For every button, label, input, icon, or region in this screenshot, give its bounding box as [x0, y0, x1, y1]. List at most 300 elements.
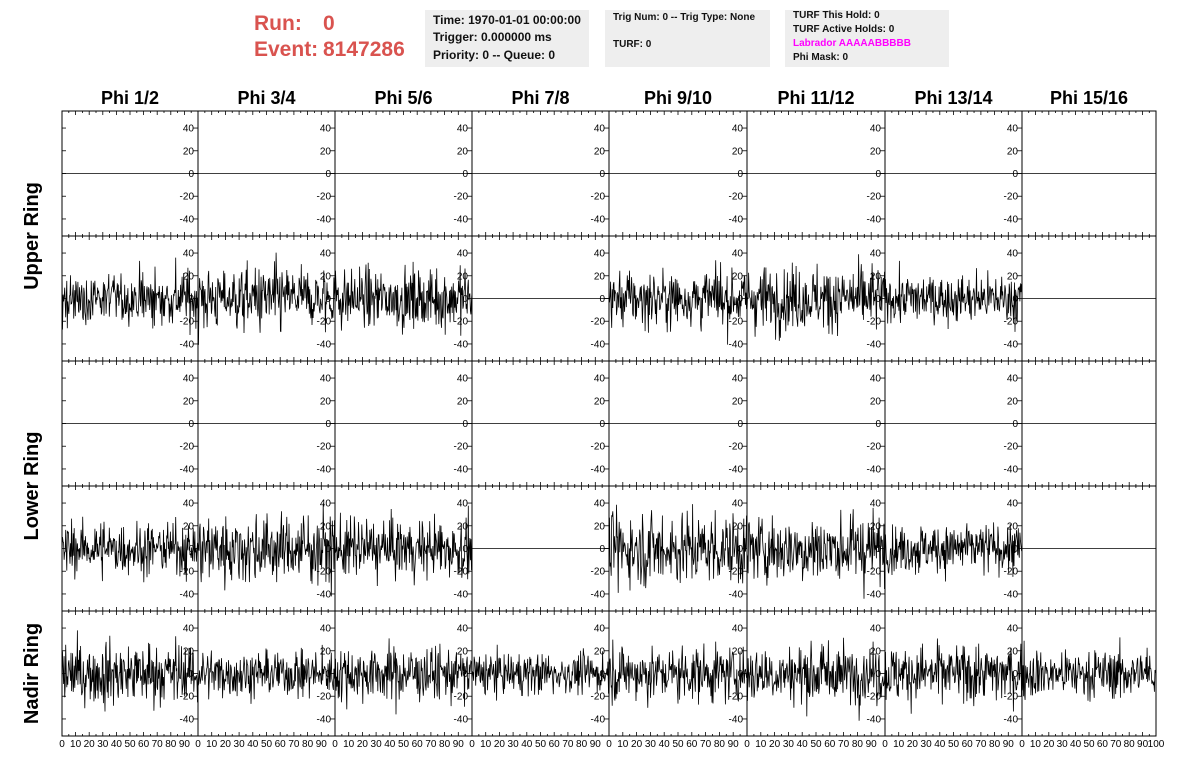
run-value-text: 0: [323, 12, 335, 35]
y-tick-label: -20: [728, 316, 743, 328]
phi-column-title: Phi 15/16: [1049, 88, 1129, 108]
y-tick-label: 20: [731, 146, 743, 158]
y-tick-label: 40: [593, 123, 605, 135]
x-tick-label: 0: [1019, 739, 1025, 750]
y-tick-label: 20: [182, 396, 194, 408]
x-tick-label: 40: [658, 739, 670, 750]
x-tick-label: 10: [480, 739, 492, 750]
waveform-panel: [62, 111, 198, 236]
y-tick-label: 20: [593, 646, 605, 658]
run-label-text: Run:: [254, 12, 302, 35]
y-tick-label: -20: [1003, 316, 1018, 328]
y-tick-label: -20: [590, 316, 605, 328]
waveform-panel: [1022, 236, 1156, 361]
y-tick-label: -20: [866, 191, 881, 203]
y-tick-label: 40: [182, 623, 194, 635]
x-tick-label: 50: [534, 739, 547, 750]
x-tick-label: 30: [782, 739, 794, 750]
y-tick-label: 0: [875, 544, 881, 555]
x-tick-label: 90: [727, 739, 739, 750]
x-tick-label: 50: [672, 739, 684, 750]
y-tick-label: -20: [590, 191, 605, 203]
y-tick-label: -40: [179, 339, 194, 351]
x-tick-label: 0: [469, 739, 475, 750]
waveform-panel: [885, 236, 1022, 361]
y-tick-label: 20: [456, 271, 468, 283]
y-tick-label: 20: [869, 521, 881, 533]
x-tick-label: 40: [796, 739, 808, 750]
waveform-trace: [335, 638, 472, 714]
phi-column-title: Phi 7/8: [511, 88, 570, 108]
y-tick-label: 20: [319, 271, 331, 283]
waveform-trace: [609, 504, 747, 593]
waveform-panel: [747, 361, 885, 486]
x-tick-label: 0: [59, 739, 65, 750]
y-tick-label: 20: [1006, 146, 1018, 158]
trigger-text: Trigger: 0.000000 ms: [433, 30, 552, 44]
x-tick-label: 60: [548, 739, 560, 750]
y-tick-label: 20: [593, 521, 605, 533]
y-tick-label: -20: [316, 441, 331, 453]
y-tick-label: 0: [462, 669, 468, 680]
y-tick-label: 20: [869, 271, 881, 283]
y-tick-label: 20: [593, 146, 605, 158]
y-tick-label: 0: [325, 169, 331, 180]
waveform-panel: [62, 361, 198, 486]
y-tick-label: -40: [316, 214, 331, 226]
y-tick-label: 20: [869, 146, 881, 158]
y-tick-label: -20: [590, 566, 605, 578]
y-tick-label: -20: [1003, 691, 1018, 703]
x-tick-label: 0: [744, 739, 750, 750]
y-tick-label: 40: [456, 123, 468, 135]
y-tick-label: 20: [1006, 521, 1018, 533]
y-tick-label: 40: [731, 248, 743, 260]
x-tick-label: 60: [961, 739, 973, 750]
waveform-panel: [609, 611, 747, 736]
waveform-panel: [472, 361, 609, 486]
x-tick-label: 50: [397, 739, 410, 750]
y-tick-label: 40: [456, 623, 468, 635]
x-tick-label: 40: [934, 739, 946, 750]
y-tick-label: -40: [728, 464, 743, 476]
y-tick-label: -20: [453, 441, 468, 453]
x-tick-label: 90: [315, 739, 327, 750]
x-tick-label: 10: [755, 739, 767, 750]
waveform-trace: [198, 503, 335, 596]
x-tick-label: 30: [233, 739, 245, 750]
x-tick-label: 70: [151, 739, 163, 750]
y-tick-label: 0: [462, 419, 468, 430]
x-tick-label: 20: [906, 739, 918, 750]
waveform-trace: [1022, 637, 1156, 701]
y-tick-label: 40: [593, 623, 605, 635]
y-tick-label: 0: [325, 544, 331, 555]
y-tick-label: 40: [869, 248, 881, 260]
y-tick-label: -20: [316, 191, 331, 203]
y-tick-label: 40: [182, 123, 194, 135]
y-tick-label: 20: [456, 521, 468, 533]
y-tick-label: 0: [188, 544, 194, 555]
y-tick-label: -20: [728, 691, 743, 703]
y-tick-label: 40: [319, 623, 331, 635]
x-tick-label: 10: [206, 739, 218, 750]
y-tick-label: 20: [869, 646, 881, 658]
x-tick-label: 80: [165, 739, 177, 750]
y-tick-label: 0: [462, 169, 468, 180]
x-tick-label: 60: [411, 739, 423, 750]
y-tick-label: 0: [1012, 669, 1018, 680]
waveform-trace: [885, 522, 1022, 581]
waveform-panel: [198, 611, 335, 736]
x-tick-label: 50: [947, 739, 960, 750]
y-tick-label: -20: [866, 316, 881, 328]
y-tick-label: 40: [319, 373, 331, 385]
y-tick-label: 20: [593, 396, 605, 408]
y-tick-label: 40: [869, 373, 881, 385]
waveform-panel: [747, 486, 885, 611]
waveform-panel: [885, 361, 1022, 486]
x-tick-label: 30: [920, 739, 932, 750]
y-tick-label: 0: [737, 169, 743, 180]
waveform-panel: [198, 361, 335, 486]
waveform-panel: [62, 236, 198, 361]
y-tick-label: -40: [179, 464, 194, 476]
y-tick-label: -40: [590, 214, 605, 226]
waveform-panel: [609, 486, 747, 611]
phi-column-title: Phi 11/12: [777, 88, 855, 108]
waveform-panel: [885, 111, 1022, 236]
x-tick-label: 10: [343, 739, 355, 750]
y-tick-label: -20: [866, 566, 881, 578]
y-tick-label: -40: [316, 339, 331, 351]
y-tick-label: 40: [731, 123, 743, 135]
y-tick-label: -40: [728, 214, 743, 226]
y-tick-label: -20: [316, 691, 331, 703]
y-tick-label: 0: [599, 169, 605, 180]
x-tick-label: 80: [302, 739, 314, 750]
x-tick-label: 70: [562, 739, 574, 750]
phi-column-title: Phi 5/6: [374, 88, 433, 108]
x-tick-label: 0: [195, 739, 201, 750]
y-tick-label: 0: [188, 419, 194, 430]
y-tick-label: -20: [179, 441, 194, 453]
y-tick-label: -40: [590, 589, 605, 601]
x-tick-label: 60: [138, 739, 150, 750]
waveform-panel: [885, 486, 1022, 611]
y-tick-label: 0: [325, 669, 331, 680]
time-text: Time: 1970-01-01 00:00:00: [433, 13, 581, 27]
y-tick-label: 40: [1006, 123, 1018, 135]
y-tick-label: -40: [590, 464, 605, 476]
phi-mask-text: Phi Mask: 0: [793, 52, 849, 63]
y-tick-label: -20: [179, 191, 194, 203]
y-tick-label: 0: [875, 294, 881, 305]
waveform-panel: [747, 111, 885, 236]
x-tick-label: 50: [260, 739, 273, 750]
y-tick-label: 20: [456, 146, 468, 158]
x-tick-label: 40: [384, 739, 396, 750]
y-tick-label: 0: [1012, 294, 1018, 305]
y-tick-label: 40: [1006, 373, 1018, 385]
y-tick-label: -40: [590, 339, 605, 351]
waveform-trace: [747, 254, 885, 341]
y-tick-label: -20: [1003, 441, 1018, 453]
x-tick-label: 40: [110, 739, 122, 750]
y-tick-label: 0: [599, 669, 605, 680]
y-tick-label: 20: [731, 396, 743, 408]
waveform-panel: [885, 611, 1022, 736]
waveform-panel: [472, 111, 609, 236]
x-tick-label: 40: [521, 739, 533, 750]
y-tick-label: -20: [866, 691, 881, 703]
waveform-panel: [198, 486, 335, 611]
y-tick-label: 0: [599, 544, 605, 555]
x-tick-label: 80: [576, 739, 588, 750]
waveform-panel: [1022, 486, 1156, 611]
waveform-trace: [335, 506, 472, 586]
waveform-panel: [1022, 361, 1156, 486]
event-label-text: Event:: [254, 38, 319, 61]
y-tick-label: -40: [590, 714, 605, 726]
waveform-panel: [198, 236, 335, 361]
y-tick-label: 40: [319, 498, 331, 510]
waveform-trace: [62, 258, 198, 335]
waveform-trace: [747, 638, 885, 721]
y-tick-label: 40: [456, 248, 468, 260]
phi-column-title: Phi 1/2: [100, 88, 160, 108]
y-tick-label: -20: [453, 191, 468, 203]
y-tick-label: -20: [179, 691, 194, 703]
waveform-trace: [609, 260, 747, 344]
x-tick-label: 60: [686, 739, 698, 750]
x-tick-label: 20: [493, 739, 505, 750]
waveform-panel: [335, 611, 472, 736]
x-tick-label: 20: [83, 739, 95, 750]
y-tick-label: 20: [1006, 396, 1018, 408]
x-tick-label: 20: [769, 739, 781, 750]
y-tick-label: 40: [319, 123, 331, 135]
y-tick-label: 0: [325, 294, 331, 305]
waveform-panel: [609, 111, 747, 236]
x-tick-label: 70: [1110, 739, 1122, 750]
y-tick-label: -40: [1003, 589, 1018, 601]
y-tick-label: 40: [182, 373, 194, 385]
y-tick-label: -20: [866, 441, 881, 453]
y-tick-label: -20: [590, 691, 605, 703]
x-tick-label: 60: [274, 739, 286, 750]
y-tick-label: 20: [319, 396, 331, 408]
y-tick-label: 0: [737, 294, 743, 305]
y-tick-label: -20: [1003, 191, 1018, 203]
x-tick-label: 90: [452, 739, 464, 750]
ring-label: Lower Ring: [21, 431, 43, 541]
y-tick-label: 40: [1006, 498, 1018, 510]
y-tick-label: 20: [182, 271, 194, 283]
waveform-panel: [609, 236, 747, 361]
y-tick-label: 40: [731, 623, 743, 635]
x-tick-label: 10: [70, 739, 82, 750]
y-tick-label: -40: [453, 339, 468, 351]
x-tick-label: 50: [810, 739, 822, 750]
y-tick-label: -40: [866, 589, 881, 601]
x-tick-label: 0: [606, 739, 612, 750]
x-tick-label: 90: [178, 739, 190, 750]
waveform-trace: [335, 262, 472, 336]
labrador-text: Labrador AAAAABBBBB: [793, 38, 911, 49]
y-tick-label: 20: [731, 271, 743, 283]
x-tick-label: 60: [1096, 739, 1108, 750]
y-tick-label: 0: [737, 419, 743, 430]
y-tick-label: -40: [728, 589, 743, 601]
y-tick-label: -20: [453, 566, 468, 578]
x-tick-label: 80: [989, 739, 1001, 750]
y-tick-label: -20: [316, 566, 331, 578]
y-tick-label: 40: [319, 248, 331, 260]
y-tick-label: 20: [456, 646, 468, 658]
x-tick-label: 60: [824, 739, 836, 750]
y-tick-label: 40: [869, 123, 881, 135]
x-tick-label: 10: [893, 739, 905, 750]
y-tick-label: 40: [182, 498, 194, 510]
y-tick-label: -40: [179, 714, 194, 726]
x-tick-label: 90: [865, 739, 877, 750]
x-tick-label: 30: [507, 739, 519, 750]
phi-column-title: Phi 13/14: [914, 88, 993, 108]
waveform-panel: [335, 361, 472, 486]
x-tick-label: 80: [1123, 739, 1135, 750]
y-tick-label: 0: [1012, 169, 1018, 180]
waveform-panel: [198, 111, 335, 236]
y-tick-label: 0: [737, 544, 743, 555]
y-tick-label: -40: [316, 589, 331, 601]
x-tick-label: 70: [288, 739, 300, 750]
y-tick-label: 0: [737, 669, 743, 680]
y-tick-label: -40: [866, 214, 881, 226]
x-tick-label: 70: [425, 739, 437, 750]
ring-label: Nadir Ring: [21, 622, 43, 725]
y-tick-label: 40: [593, 498, 605, 510]
y-tick-label: 20: [869, 396, 881, 408]
x-tick-label: 30: [97, 739, 109, 750]
y-tick-label: -20: [728, 441, 743, 453]
y-tick-label: 0: [462, 294, 468, 305]
y-tick-label: 0: [599, 419, 605, 430]
waveform-panel: [62, 486, 198, 611]
y-tick-label: -20: [453, 691, 468, 703]
y-tick-label: -20: [179, 566, 194, 578]
y-tick-label: 20: [319, 521, 331, 533]
y-tick-label: -40: [866, 714, 881, 726]
y-tick-label: 0: [875, 169, 881, 180]
y-tick-label: 20: [456, 396, 468, 408]
x-tick-label: 20: [219, 739, 231, 750]
x-tick-label: 40: [1070, 739, 1082, 750]
y-tick-label: 40: [182, 248, 194, 260]
panel-frame: [198, 236, 335, 361]
y-tick-label: 40: [731, 373, 743, 385]
y-tick-label: 40: [456, 498, 468, 510]
trig-num-text: Trig Num: 0 -- Trig Type: None: [613, 12, 756, 23]
waveform-panel: [335, 486, 472, 611]
y-tick-label: 20: [593, 271, 605, 283]
x-tick-label: 30: [644, 739, 656, 750]
y-tick-label: -40: [1003, 339, 1018, 351]
x-tick-label: 20: [356, 739, 368, 750]
waveform-panel: [335, 111, 472, 236]
y-tick-label: 20: [182, 521, 194, 533]
waveform-trace: [747, 508, 885, 599]
x-tick-label: 80: [713, 739, 725, 750]
y-tick-label: 40: [869, 623, 881, 635]
x-tick-label: 90: [1137, 739, 1149, 750]
y-tick-label: 40: [593, 373, 605, 385]
turf-this-hold-text: TURF This Hold: 0: [793, 10, 880, 21]
waveform-trace: [62, 517, 198, 583]
y-tick-label: -40: [453, 589, 468, 601]
y-tick-label: -40: [316, 464, 331, 476]
x-tick-label: 80: [439, 739, 451, 750]
y-tick-label: 20: [1006, 646, 1018, 658]
ring-label: Upper Ring: [21, 182, 43, 290]
y-tick-label: -40: [1003, 214, 1018, 226]
waveform-trace: [472, 645, 609, 701]
waveform-panel: [609, 361, 747, 486]
waveform-panel: [62, 611, 198, 736]
waveform-trace: [62, 630, 198, 711]
waveform-panel: [747, 611, 885, 736]
waveform-trace: [609, 640, 747, 708]
y-tick-label: 20: [182, 146, 194, 158]
y-tick-label: -40: [728, 714, 743, 726]
y-tick-label: 40: [1006, 248, 1018, 260]
y-tick-label: 40: [869, 498, 881, 510]
y-tick-label: 20: [731, 521, 743, 533]
x-tick-label: 20: [631, 739, 643, 750]
y-tick-label: 20: [731, 646, 743, 658]
x-tick-label: 0: [882, 739, 888, 750]
event-value-text: 8147286: [323, 38, 405, 61]
x-tick-label: 90: [589, 739, 601, 750]
y-tick-label: 0: [325, 419, 331, 430]
y-tick-label: -40: [1003, 464, 1018, 476]
x-tick-label: 70: [838, 739, 850, 750]
x-tick-label: 100: [1147, 739, 1165, 750]
x-tick-label: 0: [332, 739, 338, 750]
x-tick-label: 30: [370, 739, 382, 750]
x-tick-label: 30: [1056, 739, 1068, 750]
waveform-panel: [335, 236, 472, 361]
y-tick-label: 40: [731, 498, 743, 510]
y-tick-label: 20: [319, 146, 331, 158]
y-tick-label: 0: [875, 669, 881, 680]
y-tick-label: 0: [875, 419, 881, 430]
turf-text: TURF: 0: [613, 39, 652, 50]
x-tick-label: 70: [700, 739, 712, 750]
waveform-panel: [472, 611, 609, 736]
x-tick-label: 40: [247, 739, 259, 750]
y-tick-label: 0: [1012, 544, 1018, 555]
phi-column-title: Phi 9/10: [643, 88, 713, 108]
waveform-panel: [1022, 611, 1156, 736]
y-tick-label: 0: [188, 294, 194, 305]
priority-text: Priority: 0 -- Queue: 0: [433, 48, 556, 62]
y-tick-label: -40: [316, 714, 331, 726]
y-tick-label: 20: [182, 646, 194, 658]
y-tick-label: -20: [1003, 566, 1018, 578]
x-tick-label: 80: [851, 739, 863, 750]
y-tick-label: -40: [453, 714, 468, 726]
